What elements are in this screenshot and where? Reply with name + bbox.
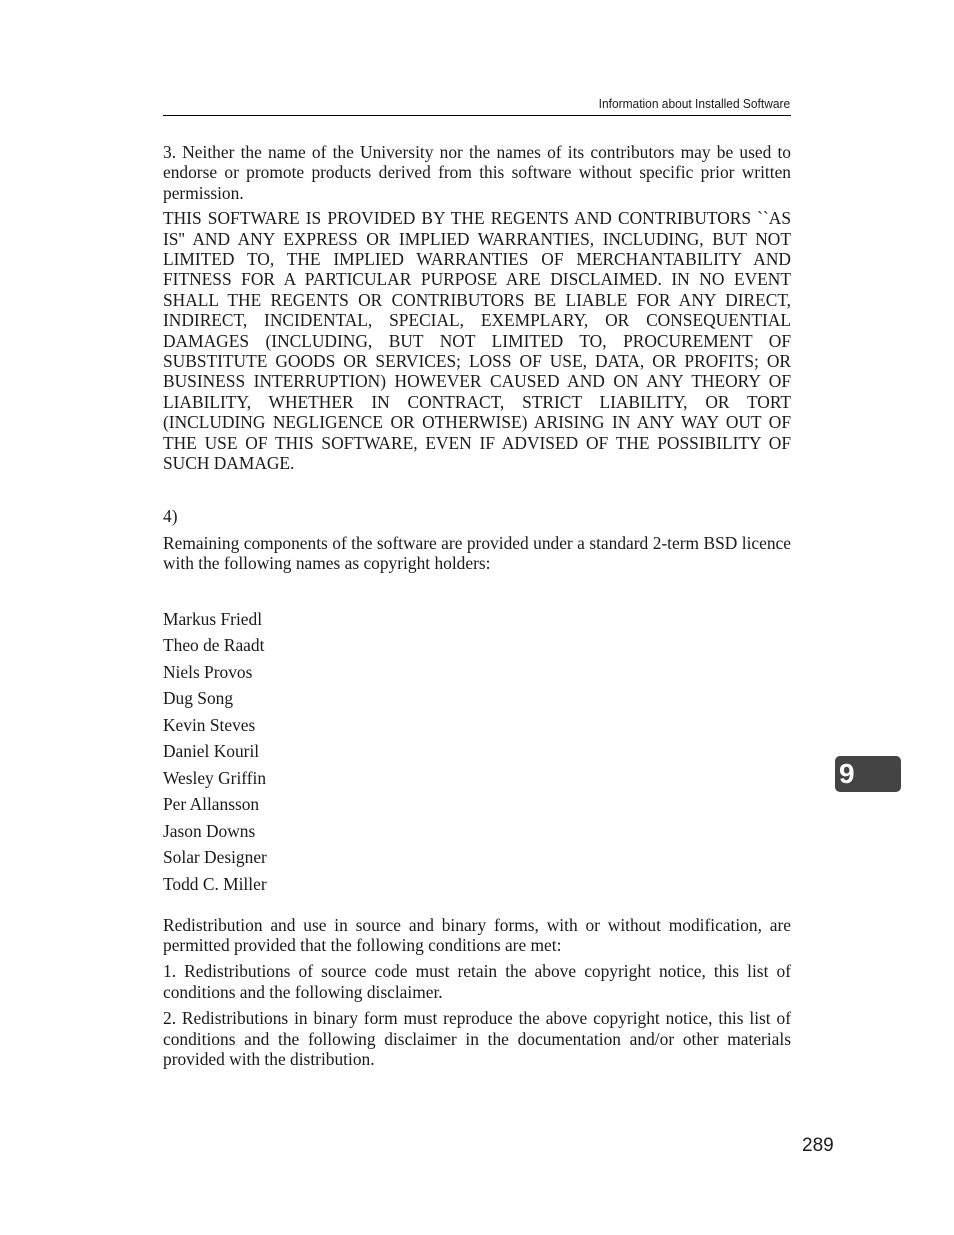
copyright-holders-list <box>163 606 791 898</box>
clause-3-paragraph: 3. Neither the name of the University nor the names of its contributors may be used to endorse or promote products derived from this software without specific prior written permission. <box>163 142 791 203</box>
list-item: Dug Song <box>163 688 234 709</box>
list-item: Jason Downs <box>163 820 256 841</box>
condition-2-paragraph: 2. Redistributions in binary form must reproduce the above copyright notice, this list of conditions and the following disclaimer in the documentation and/or other materials provided with the distribution. <box>163 1008 791 1070</box>
list-item: Solar Designer <box>163 847 267 868</box>
redistribution-paragraph: Redistribution and use in source and binary forms, with or without modification, are permitted provided that the following conditions are met: <box>163 914 791 956</box>
condition-1-paragraph: 1. Redistributions of source code must retain the above copyright notice, this list of conditions and the following disclaimer. <box>163 961 791 1002</box>
section-number: 4) <box>163 505 178 526</box>
disclaimer-paragraph: THIS SOFTWARE IS PROVIDED BY THE REGENTS AND CONTRIBUTORS ``AS IS'' AND ANY EXPRESS OR IMPLIED WARRANTIES, INCLUDING, BUT NOT LIMITED TO, THE IMPLIED WARRANTIES OF MERCHANTABILITY AND FITNESS FOR A PARTICULAR PURPOSE ARE DISCLAIMED. IN NO EVENT SHALL THE REGENTS OR CONTRIBUTORS BE LIABLE FOR ANY DIRECT, INDIRECT, INCIDENTAL, SPECIAL, EXEMPLARY, OR CONSEQUENTIAL DAMAGES (INCLUDING, BUT NOT LIMITED TO, PROCUREMENT OF SUBSTITUTE GOODS OR SERVICES; LOSS OF USE, DATA, OR PROFITS; OR BUSINESS INTERRUPTION) HOWEVER CAUSED AND ON ANY THEORY OF LIABILITY, WHETHER IN CONTRACT, STRICT LIABILITY, OR TORT (INCLUDING NEGLIGENCE OR OTHERWISE) ARISING IN ANY WAY OUT OF THE USE OF THIS SOFTWARE, EVEN IF ADVISED OF THE POSSIBILITY OF SUCH DAMAGE. <box>163 208 791 474</box>
list-item: Per Allansson <box>163 794 260 815</box>
intro-paragraph: Remaining components of the software are provided under a standard 2-term BSD licence with the following names as copyright holders: <box>163 532 791 574</box>
header-rule <box>163 115 791 116</box>
list-item: Kevin Steves <box>163 714 256 735</box>
list-item: Wesley Griffin <box>163 767 267 788</box>
page-content <box>163 142 791 1069</box>
list-item: Niels Provos <box>163 661 253 682</box>
list-item: Markus Friedl <box>163 608 263 629</box>
list-item: Todd C. Miller <box>163 873 267 894</box>
list-item: Daniel Kouril <box>163 741 260 762</box>
chapter-tab: 9 <box>835 756 901 792</box>
page-number: 289 <box>802 1135 834 1156</box>
page-header-title: Information about Installed Software <box>598 96 790 111</box>
list-item: Theo de Raadt <box>163 635 265 656</box>
